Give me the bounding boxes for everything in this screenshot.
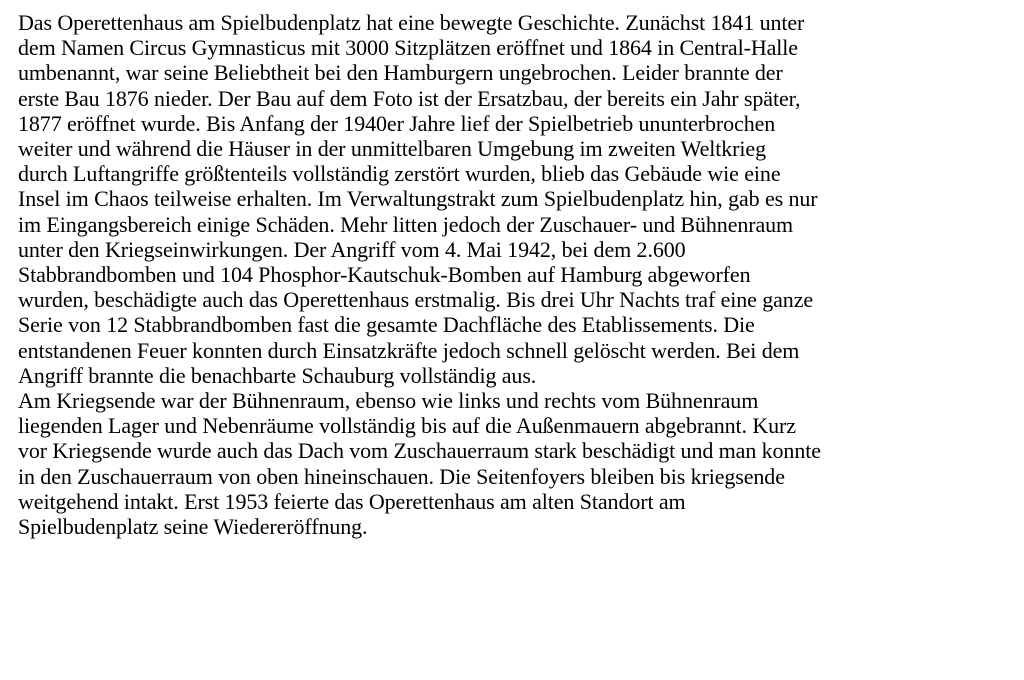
- text-line: Spielbudenplatz seine Wiedereröffnung.: [18, 514, 368, 540]
- text-line: Serie von 12 Stabbrandbomben fast die gesamte Dachfläche des Etablissements. Die: [18, 312, 755, 338]
- text-line: Angriff brannte die benachbarte Schauburg vollständig aus.: [18, 362, 537, 388]
- text-line: entstandenen Feuer konnten durch Einsatzkräfte jedoch schnell gelöscht werden. Bei dem: [18, 337, 800, 363]
- text-line: weiter und während die Häuser in der unmittelbaren Umgebung im zweiten Weltkrieg: [18, 136, 766, 162]
- text-line: dem Namen Circus Gymnasticus mit 3000 Sitzplätzen eröffnet und 1864 in Central-Halle: [18, 35, 798, 61]
- text-line: in den Zuschauerraum von oben hineinschauen. Die Seitenfoyers bleiben bis kriegsende: [18, 463, 785, 489]
- text-line: Am Kriegsende war der Bühnenraum, ebenso wie links und rechts vom Bühnenraum: [18, 388, 759, 414]
- text-line: umbenannt, war seine Beliebtheit bei den Hamburgern ungebrochen. Leider brannte der: [18, 60, 783, 86]
- text-line: Stabbrandbomben und 104 Phosphor-Kautschuk-Bomben auf Hamburg abgeworfen: [18, 262, 751, 288]
- text-line: wurden, beschädigte auch das Operettenhaus erstmalig. Bis drei Uhr Nachts traf eine ganze: [18, 287, 814, 313]
- text-line: im Eingangsbereich einige Schäden. Mehr litten jedoch der Zuschauer- und Bühnenraum: [18, 211, 794, 237]
- text-line: 1877 eröffnet wurde. Bis Anfang der 1940er Jahre lief der Spielbetrieb ununterbrochen: [18, 110, 776, 136]
- text-line: vor Kriegsende wurde auch das Dach vom Zuschauerraum stark beschädigt und man konnte: [18, 438, 821, 464]
- text-line: erste Bau 1876 nieder. Der Bau auf dem Foto ist der Ersatzbau, der bereits ein Jahr später,: [18, 85, 801, 111]
- text-line: weitgehend intakt. Erst 1953 feierte das Operettenhaus am alten Standort am: [18, 488, 686, 514]
- text-line: Insel im Chaos teilweise erhalten. Im Verwaltungstrakt zum Spielbudenplatz hin, gab es nur: [18, 186, 818, 212]
- paragraph-postwar: [18, 388, 1010, 539]
- text-line: Das Operettenhaus am Spielbudenplatz hat eine bewegte Geschichte. Zunächst 1841 unter: [18, 10, 805, 35]
- text-line: liegenden Lager und Nebenräume vollständig bis auf die Außenmauern abgebrannt. Kurz: [18, 413, 796, 439]
- text-line: durch Luftangriffe größtenteils vollständig zerstört wurden, blieb das Gebäude wie eine: [18, 161, 781, 187]
- paragraph-history: [18, 10, 1010, 388]
- text-line: unter den Kriegseinwirkungen. Der Angriff vom 4. Mai 1942, bei dem 2.600: [18, 236, 686, 262]
